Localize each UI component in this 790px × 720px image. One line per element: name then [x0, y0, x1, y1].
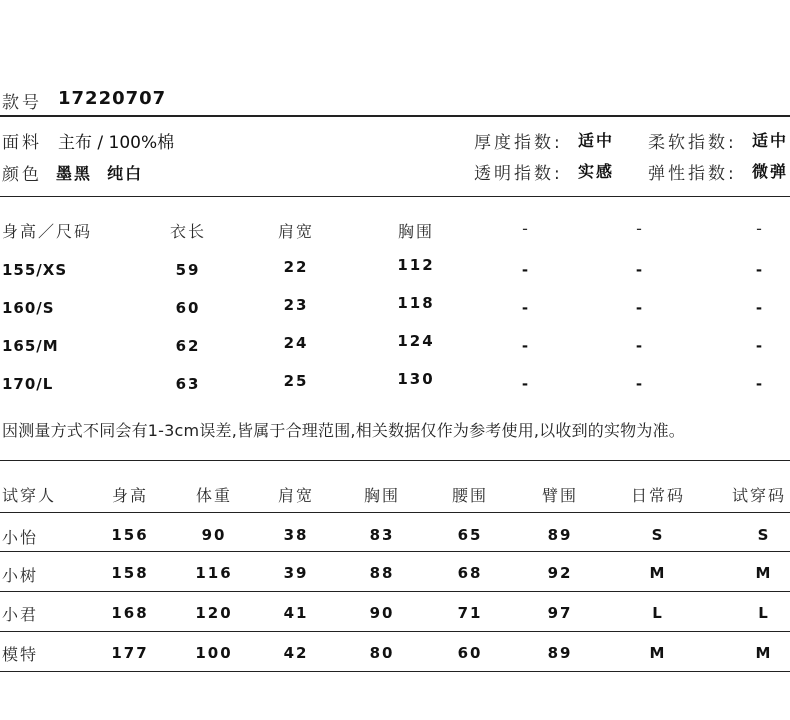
fit-row-height: 177: [111, 644, 149, 662]
size-row-empty-2: -: [635, 299, 645, 317]
size-row-empty-3: -: [755, 261, 765, 279]
size-row-empty-3: -: [755, 375, 765, 393]
fit-header-weight: 体重: [195, 486, 232, 505]
fit-row-trial-size: M: [755, 564, 773, 582]
size-header-empty-1: -: [522, 219, 530, 238]
fit-row-weight: 116: [195, 564, 233, 582]
size-row-shoulder: 23: [283, 296, 309, 314]
fit-row-arm: 97: [547, 604, 573, 622]
fit-row-divider: [0, 631, 790, 632]
fit-row-trial-size: M: [755, 644, 773, 662]
fit-header-waist: 腰围: [451, 486, 488, 505]
fit-row-waist: 71: [457, 604, 483, 622]
size-row-empty-2: -: [635, 337, 645, 355]
fit-row-divider: [0, 551, 790, 552]
fit-row-shoulder: 42: [283, 644, 309, 662]
fabric-value: 主布 / 100%棉: [58, 133, 175, 153]
fit-header-daily-size: 日常码: [630, 486, 685, 505]
size-row-size: 160/S: [2, 299, 55, 317]
size-header-empty-2: -: [636, 219, 644, 238]
fit-row-arm: 92: [547, 564, 573, 582]
fit-row-weight: 100: [195, 644, 233, 662]
color-label: 颜色: [2, 165, 42, 185]
fit-row-weight: 120: [195, 604, 233, 622]
fit-header-trial-size: 试穿码: [732, 486, 787, 505]
fit-row-tester: 小怡: [2, 528, 39, 547]
size-row-length: 60: [175, 299, 201, 317]
size-row-empty-2: -: [635, 375, 645, 393]
fit-header-arm: 臂围: [541, 486, 578, 505]
fit-row-divider: [0, 512, 790, 513]
size-row-empty-1: -: [521, 299, 531, 317]
fit-row-height: 168: [111, 604, 149, 622]
thickness-label: 厚度指数:: [474, 133, 563, 153]
fit-row-waist: 60: [457, 644, 483, 662]
transparency-value: 实感: [578, 162, 615, 181]
header-divider: [0, 115, 790, 117]
fit-row-chest: 88: [369, 564, 395, 582]
size-row-shoulder: 22: [283, 258, 309, 276]
elasticity-value: 微弹: [752, 162, 789, 181]
fit-row-chest: 83: [369, 526, 395, 544]
fit-row-divider: [0, 591, 790, 592]
fit-row-shoulder: 41: [283, 604, 309, 622]
fit-row-trial-size: S: [757, 526, 771, 544]
size-row-size: 155/XS: [2, 261, 68, 279]
size-row-length: 62: [175, 337, 201, 355]
thickness-value: 适中: [578, 131, 615, 150]
size-header-shoulder: 肩宽: [277, 222, 314, 241]
size-row-empty-3: -: [755, 337, 765, 355]
size-row-chest: 124: [397, 332, 435, 350]
fit-row-tester: 小君: [2, 605, 39, 624]
fit-header-height: 身高: [111, 486, 148, 505]
fit-row-chest: 90: [369, 604, 395, 622]
size-row-shoulder: 25: [283, 372, 309, 390]
style-no-label: 款号: [2, 93, 42, 113]
fit-row-waist: 65: [457, 526, 483, 544]
size-row-chest: 112: [397, 256, 435, 274]
fit-row-weight: 90: [201, 526, 227, 544]
size-row-empty-3: -: [755, 299, 765, 317]
size-row-empty-1: -: [521, 337, 531, 355]
size-row-shoulder: 24: [283, 334, 309, 352]
size-row-empty-2: -: [635, 261, 645, 279]
size-row-size: 165/M: [2, 337, 59, 355]
fit-row-chest: 80: [369, 644, 395, 662]
size-table-top-divider: [0, 196, 790, 197]
fit-row-waist: 68: [457, 564, 483, 582]
fit-row-daily-size: M: [649, 564, 667, 582]
size-header-length: 衣长: [169, 222, 206, 241]
fit-table-bottom-divider: [0, 671, 790, 672]
size-header-chest: 胸围: [397, 222, 434, 241]
fit-row-daily-size: S: [651, 526, 665, 544]
color-value: 墨黑 纯白: [56, 164, 144, 183]
fit-table-top-divider: [0, 460, 790, 461]
size-row-length: 63: [175, 375, 201, 393]
fit-row-height: 156: [111, 526, 149, 544]
fit-row-tester: 模特: [2, 645, 39, 664]
size-row-chest: 118: [397, 294, 435, 312]
fit-row-arm: 89: [547, 526, 573, 544]
fit-row-trial-size: L: [758, 604, 770, 622]
fit-row-shoulder: 38: [283, 526, 309, 544]
fit-row-arm: 89: [547, 644, 573, 662]
size-row-empty-1: -: [521, 261, 531, 279]
fit-row-shoulder: 39: [283, 564, 309, 582]
size-header-empty-3: -: [756, 219, 764, 238]
size-row-size: 170/L: [2, 375, 54, 393]
fit-row-height: 158: [111, 564, 149, 582]
transparency-label: 透明指数:: [474, 164, 563, 184]
size-row-chest: 130: [397, 370, 435, 388]
style-no-value: 17220707: [58, 88, 167, 109]
size-row-empty-1: -: [521, 375, 531, 393]
measurement-note: 因测量方式不同会有1-3cm误差,皆属于合理范围,相关数据仅作为参考使用,以收到的实物为准。: [2, 421, 685, 440]
fit-row-daily-size: L: [652, 604, 664, 622]
fit-row-tester: 小树: [2, 566, 39, 585]
softness-value: 适中: [752, 131, 789, 150]
fabric-label: 面料: [2, 133, 42, 153]
fit-row-daily-size: M: [649, 644, 667, 662]
size-row-length: 59: [175, 261, 201, 279]
fit-header-chest: 胸围: [363, 486, 400, 505]
softness-label: 柔软指数:: [648, 133, 737, 153]
fit-header-tester: 试穿人: [2, 486, 57, 505]
fit-header-shoulder: 肩宽: [277, 486, 314, 505]
elasticity-label: 弹性指数:: [648, 164, 737, 184]
size-header-height-size: 身高／尺码: [2, 222, 93, 241]
